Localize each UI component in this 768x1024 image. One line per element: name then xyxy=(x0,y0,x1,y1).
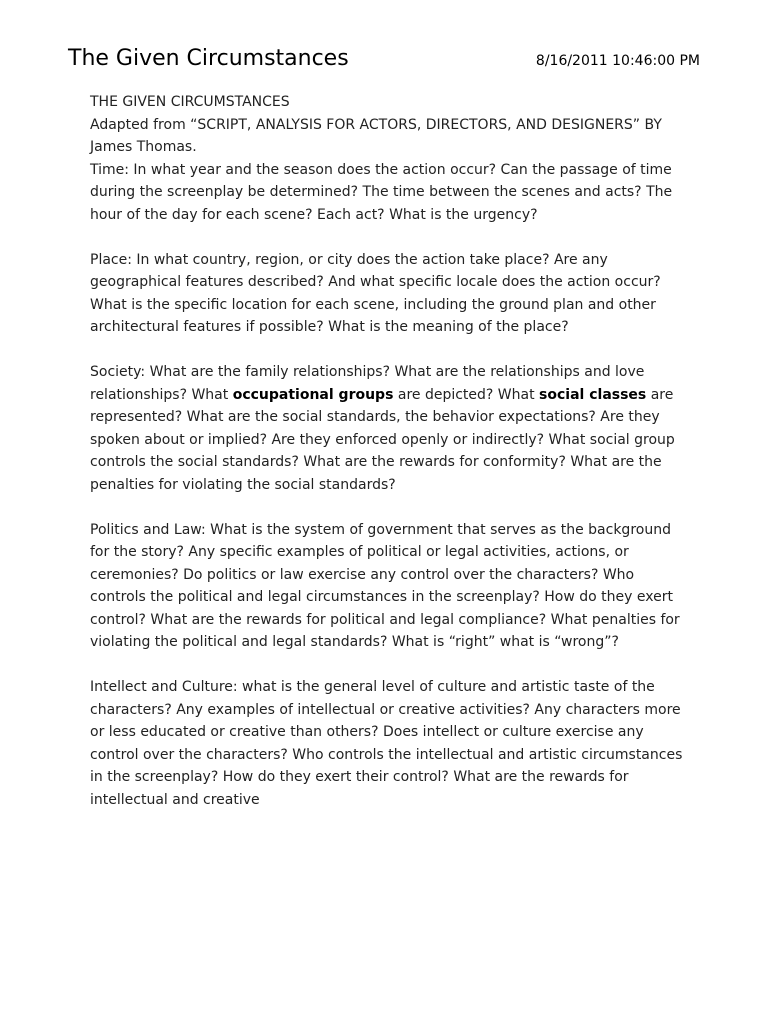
section-society xyxy=(90,361,690,496)
document-header xyxy=(68,44,708,78)
intro-heading: THE GIVEN CIRCUMSTANCES xyxy=(90,94,290,110)
society-bold-occupational-groups: occupational groups xyxy=(232,386,394,403)
section-intellect-culture: Intellect and Culture: what is the general level of culture and artistic taste of the characters? Any examples of intellectual or creative activities? Any characters more or less educated or creative than others? Does intellect or culture exercise any control over the characters? Who controls the intellectual and artistic circumstances in the screenplay? How do they exert their control? What are the rewards for intellectual and creative xyxy=(90,679,683,808)
section-politics-law: Politics and Law: What is the system of government that serves as the background for the story? Any specific examples of political or legal activities, actions, or ceremonies? Do politics or law exercise any control over the characters? Who controls the political and legal circumstances in the screenplay? How do they exert control? What are the rewards for political and legal compliance? What penalties for violating the political and legal standards? What is “right” what is “wrong”? xyxy=(90,521,680,650)
society-text-1: Society: What are the family relationships? What are the relationships and love relationships? What xyxy=(90,364,645,403)
section-place: Place: In what country, region, or city does the action take place? Are any geographical features described? And what specific locale does the action occur? What is the specific location for each scene, including the ground plan and other architectural features if possible? What is the meaning of the place? xyxy=(90,251,661,335)
document-title: The Given Circumstances xyxy=(68,46,349,71)
document-timestamp: 8/16/2011 10:46:00 PM xyxy=(535,53,700,69)
document-body xyxy=(90,91,690,811)
paragraph-spacer xyxy=(90,654,690,677)
paragraph-spacer xyxy=(90,496,690,519)
society-bold-social-classes: social classes xyxy=(539,386,647,403)
paragraph-spacer xyxy=(90,339,690,362)
paragraph-spacer xyxy=(90,226,690,249)
intro-source: Adapted from “SCRIPT, ANALYSIS FOR ACTORS, DIRECTORS, AND DESIGNERS” BY James Thomas. xyxy=(90,116,662,155)
society-text-2: are depicted? What xyxy=(393,386,540,403)
society-text-3: are represented? What are the social standards, the behavior expectations? Are they spoken about or implied? Are they enforced openly or indirectly? What social group controls the social standards? What are the rewards for conformity? What are the penalties for violating the social standards? xyxy=(90,386,675,493)
section-time: Time: In what year and the season does the action occur? Can the passage of time during the screenplay be determined? The time between the scenes and acts? The hour of the day for each scene? Each act? What is the urgency? xyxy=(90,161,673,223)
